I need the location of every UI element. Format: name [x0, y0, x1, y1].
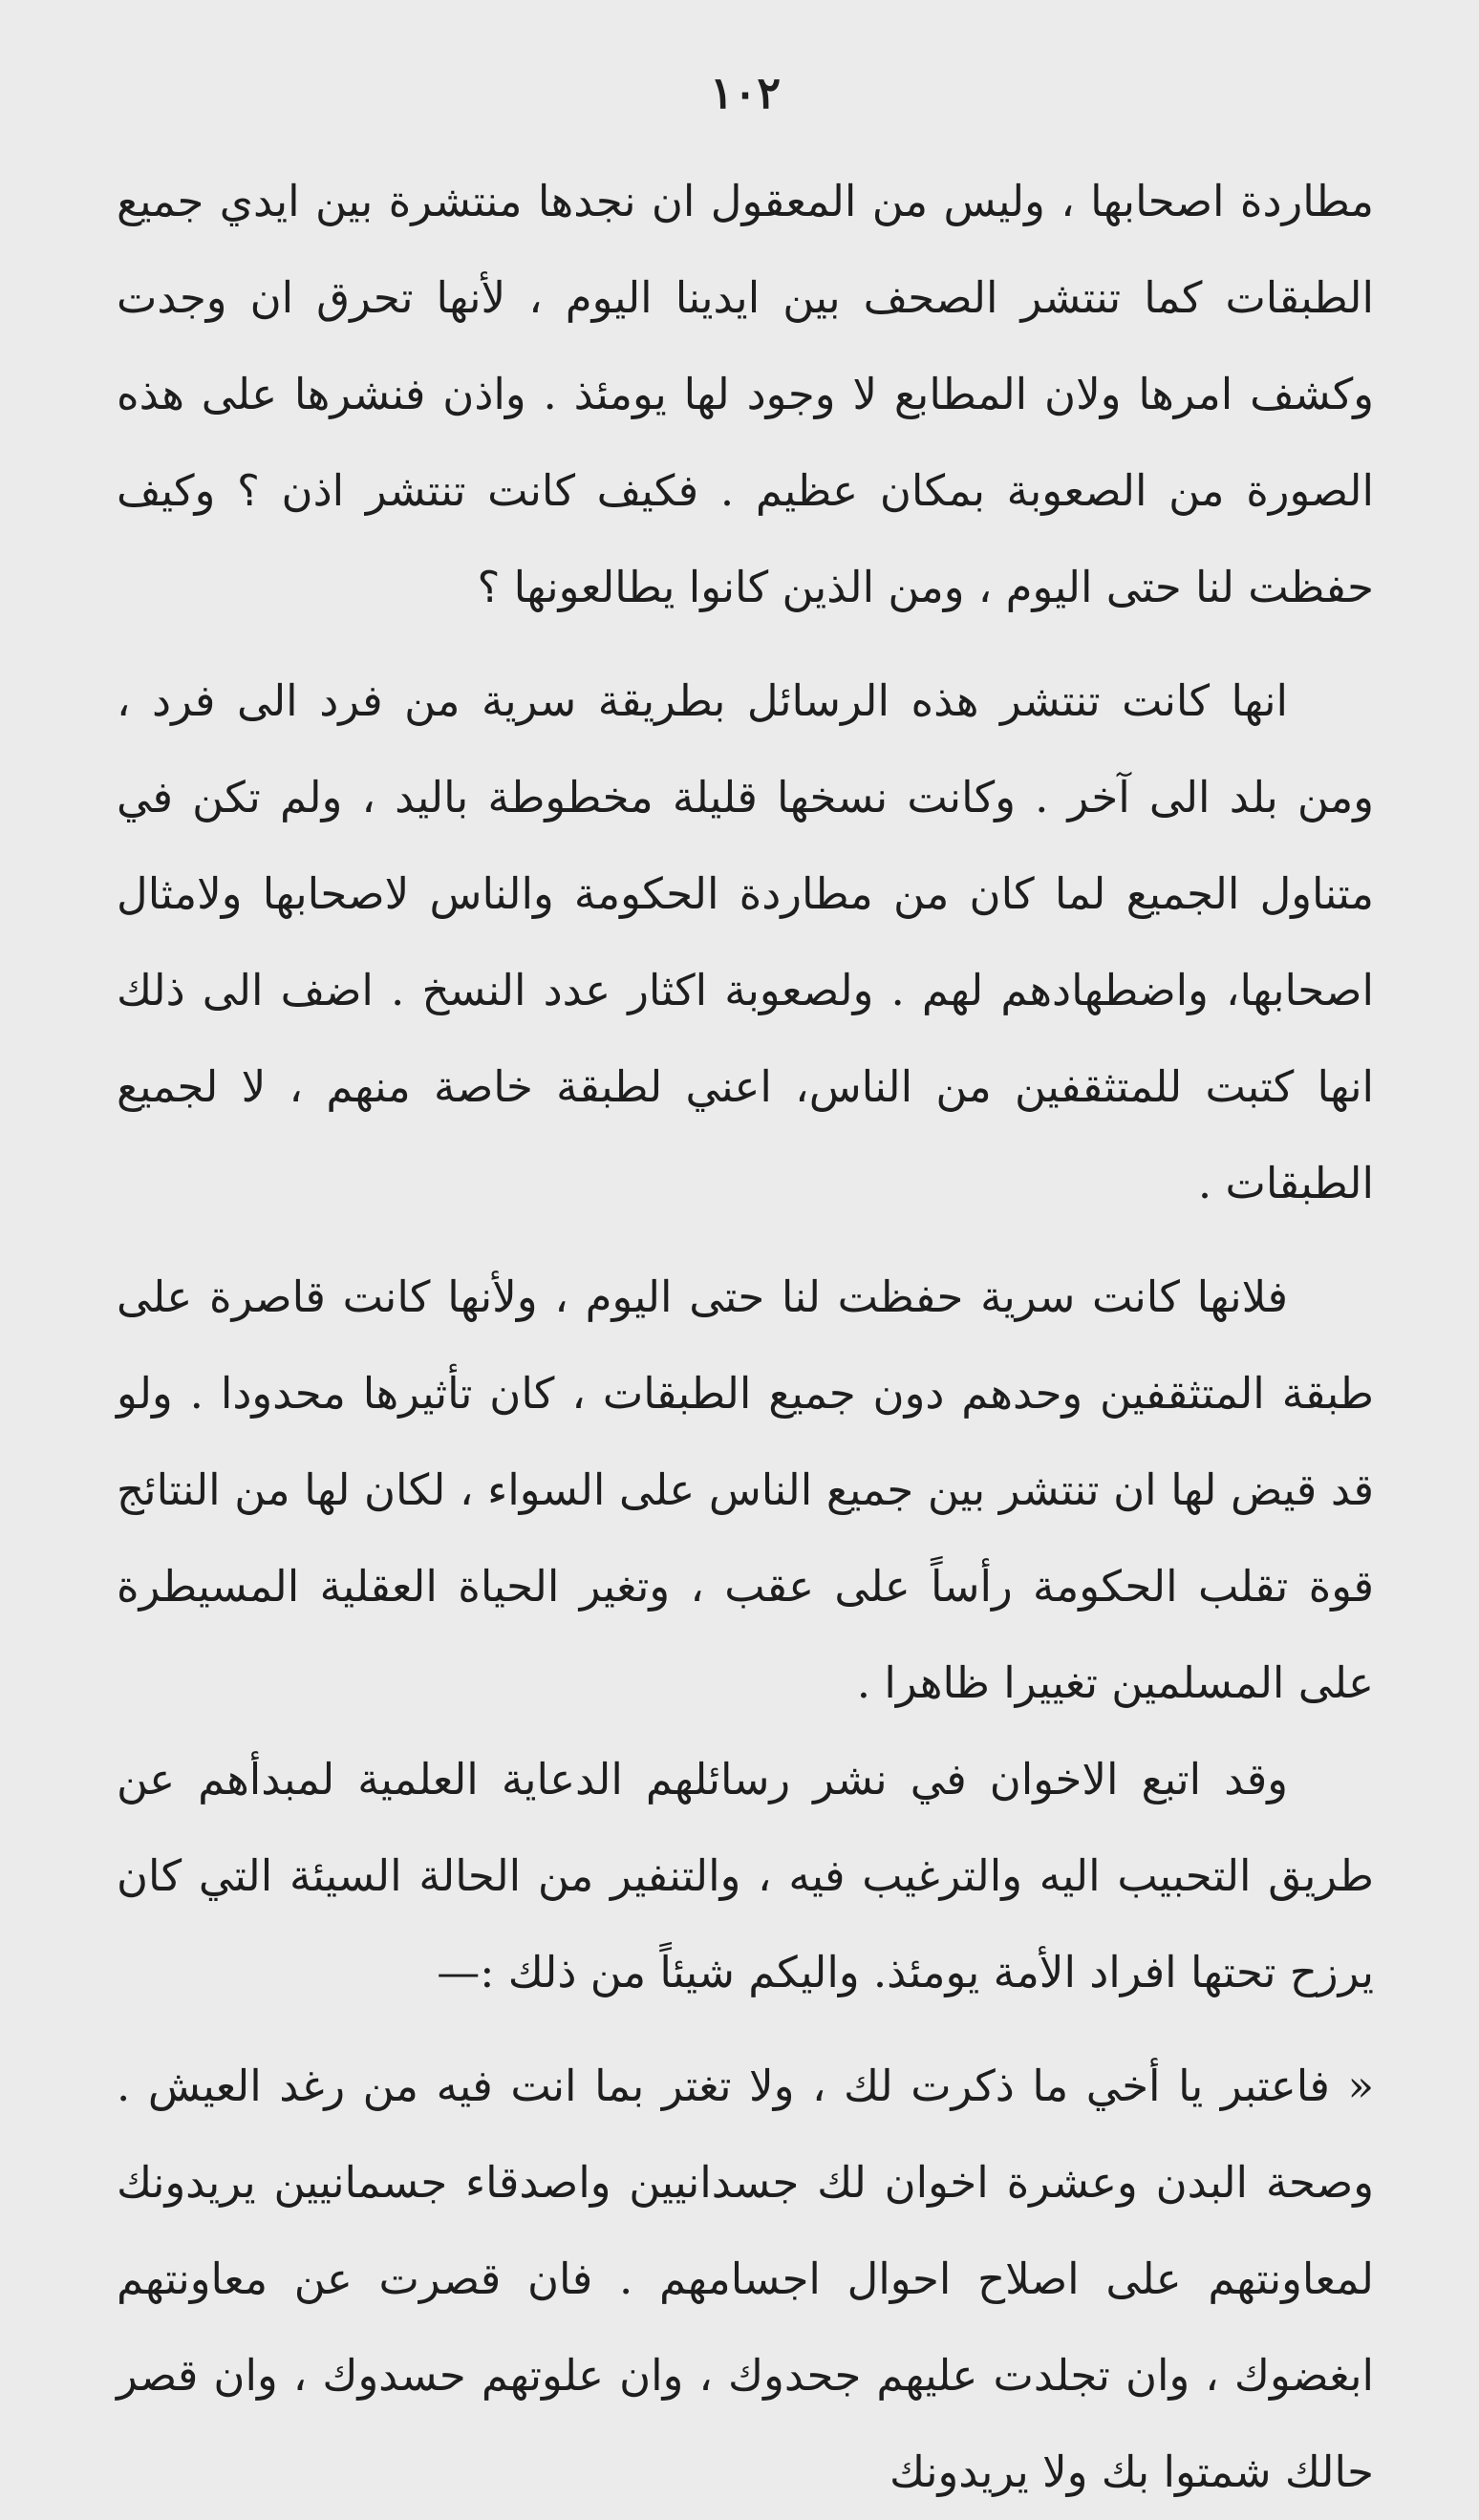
paragraph-3: فلانها كانت سرية حفظت لنا حتى اليوم ، ولأنها كانت قاصرة على طبقة المتثقفين وحدهم دون جميع الطبقات ، كان تأثيرها محدودا . ولو قد قيض لها ان تنتشر بين جميع الناس على السواء ، لكان لها من النتائج قوة تقلب الحكومة رأساً على عقب ، وتغير الحياة العقلية المسيطرة على المسلمين تغييرا ظاهرا .	[117, 1271, 1374, 1708]
paragraph-4: وقد اتبع الاخوان في نشر رسائلهم الدعاية العلمية لمبدأهم عن طريق التحبيب اليه والترغيب فيه ، والتنفير من الحالة السيئة التي كان يرزح تحتها افراد الأمة يومئذ. واليكم شيئاً من ذلك :—	[117, 1754, 1374, 1997]
page-number: ١٠٢	[709, 67, 782, 118]
paragraph-5: « فاعتبر يا أخي ما ذكرت لك ، ولا تغتر بما انت فيه من رغد العيش . وصحة البدن وعشرة اخوان لك جسدانيين واصدقاء جسمانيين يريدونك لمعاونتهم على اصلاح احوال اجسامهم . فان قصرت عن معاونتهم ابغضوك ، وان تجلدت عليهم جحدوك ، وان علوتهم حسدوك ، وان قصر حالك شمتوا بك ولا يريدونك	[117, 2061, 1374, 2497]
paragraph-1: مطاردة اصحابها ، وليس من المعقول ان نجدها منتشرة بين ايدي جميع الطبقات كما تنتشر الصحف بين ايدينا اليوم ، لأنها تحرق ان وجدت وكشف امرها ولان المطابع لا وجود لها يومئذ . واذن فنشرها على هذه الصورة من الصعوبة بمكان عظيم . فكيف كانت تنتشر اذن ؟ وكيف حفظت لنا حتى اليوم ، ومن الذين كانوا يطالعونها ؟	[117, 176, 1374, 612]
paragraph-2: انها كانت تنتشر هذه الرسائل بطريقة سرية من فرد الى فرد ، ومن بلد الى آخر . وكانت نسخها قليلة مخطوطة باليد ، ولم تكن في متناول الجميع لما كان من مطاردة الحكومة والناس لاصحابها ولامثال اصحابها، واضطهادهم لهم . ولصعوبة اكثار عدد النسخ . اضف الى ذلك انها كتبت للمتثقفين من الناس، اعني لطبقة خاصة منهم ، لا لجميع الطبقات .	[117, 675, 1374, 1208]
